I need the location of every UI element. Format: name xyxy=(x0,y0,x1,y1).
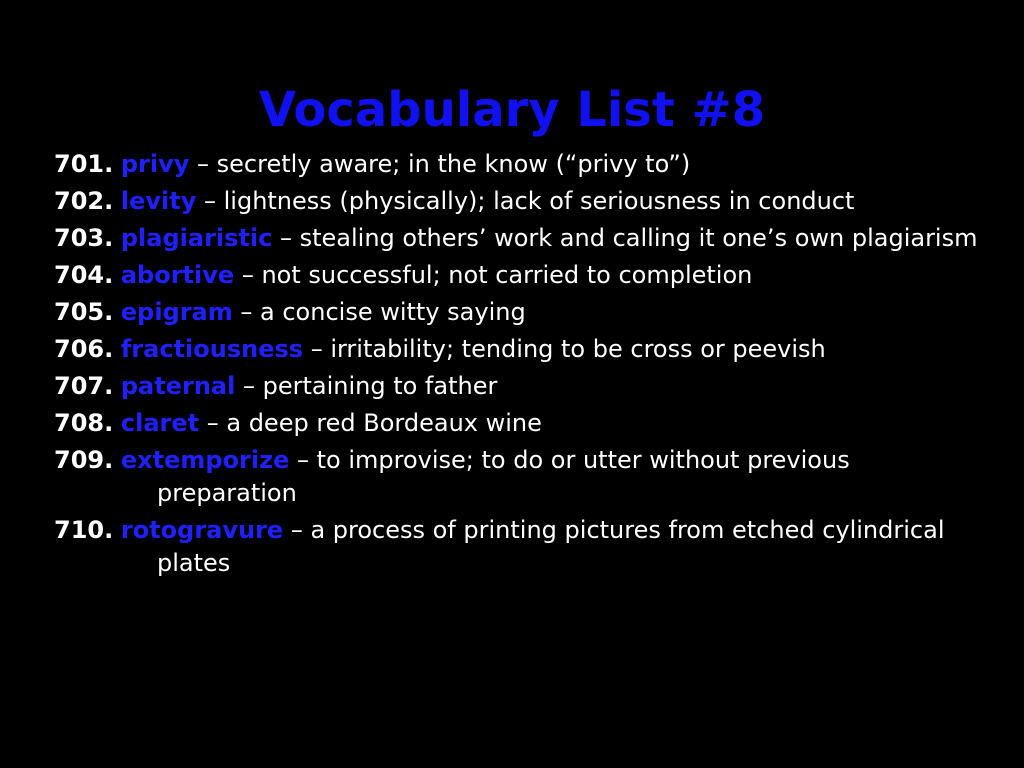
entry-number: 710. xyxy=(54,516,114,544)
vocabulary-entry xyxy=(54,444,994,510)
entry-number: 701. xyxy=(54,150,114,178)
vocabulary-entry xyxy=(54,259,994,292)
vocabulary-entry xyxy=(54,296,994,329)
vocabulary-entry xyxy=(54,407,994,440)
entry-number: 709. xyxy=(54,446,114,474)
vocabulary-entry xyxy=(54,222,994,255)
entry-definition: – a concise witty saying xyxy=(232,298,526,326)
entry-word: fractiousness xyxy=(120,335,304,363)
entry-word: rotogravure xyxy=(120,516,284,544)
vocabulary-entry xyxy=(54,148,994,181)
slide-title: Vocabulary List #8 xyxy=(258,82,766,138)
vocabulary-entry xyxy=(54,514,994,580)
vocabulary-list xyxy=(54,148,994,584)
entry-word: levity xyxy=(120,187,197,215)
entry-definition: – to improvise; to do or utter without previous preparation xyxy=(157,446,850,507)
entry-number: 702. xyxy=(54,187,114,215)
entry-definition: – secretly aware; in the know (“privy to”) xyxy=(189,150,691,178)
entry-word: epigram xyxy=(120,298,233,326)
entry-number: 707. xyxy=(54,372,114,400)
entry-definition: – lightness (physically); lack of seriousness in conduct xyxy=(196,187,855,215)
entry-number: 705. xyxy=(54,298,114,326)
entry-word: paternal xyxy=(120,372,236,400)
entry-number: 703. xyxy=(54,224,114,252)
entry-definition: – irritability; tending to be cross or peevish xyxy=(303,335,826,363)
entry-definition: – a deep red Bordeaux wine xyxy=(199,409,542,437)
vocabulary-entry xyxy=(54,370,994,403)
entry-definition: – not successful; not carried to completion xyxy=(234,261,753,289)
entry-word: privy xyxy=(120,150,190,178)
entry-definition: – pertaining to father xyxy=(235,372,498,400)
vocabulary-entry xyxy=(54,185,994,218)
entry-number: 706. xyxy=(54,335,114,363)
entry-word: abortive xyxy=(120,261,235,289)
entry-number: 708. xyxy=(54,409,114,437)
entry-definition: – a process of printing pictures from etched cylindrical plates xyxy=(157,516,945,577)
entry-word: plagiaristic xyxy=(120,224,273,252)
entry-definition: – stealing others’ work and calling it one’s own plagiarism xyxy=(272,224,978,252)
entry-word: claret xyxy=(120,409,200,437)
entry-number: 704. xyxy=(54,261,114,289)
entry-word: extemporize xyxy=(120,446,290,474)
vocabulary-entry xyxy=(54,333,994,366)
